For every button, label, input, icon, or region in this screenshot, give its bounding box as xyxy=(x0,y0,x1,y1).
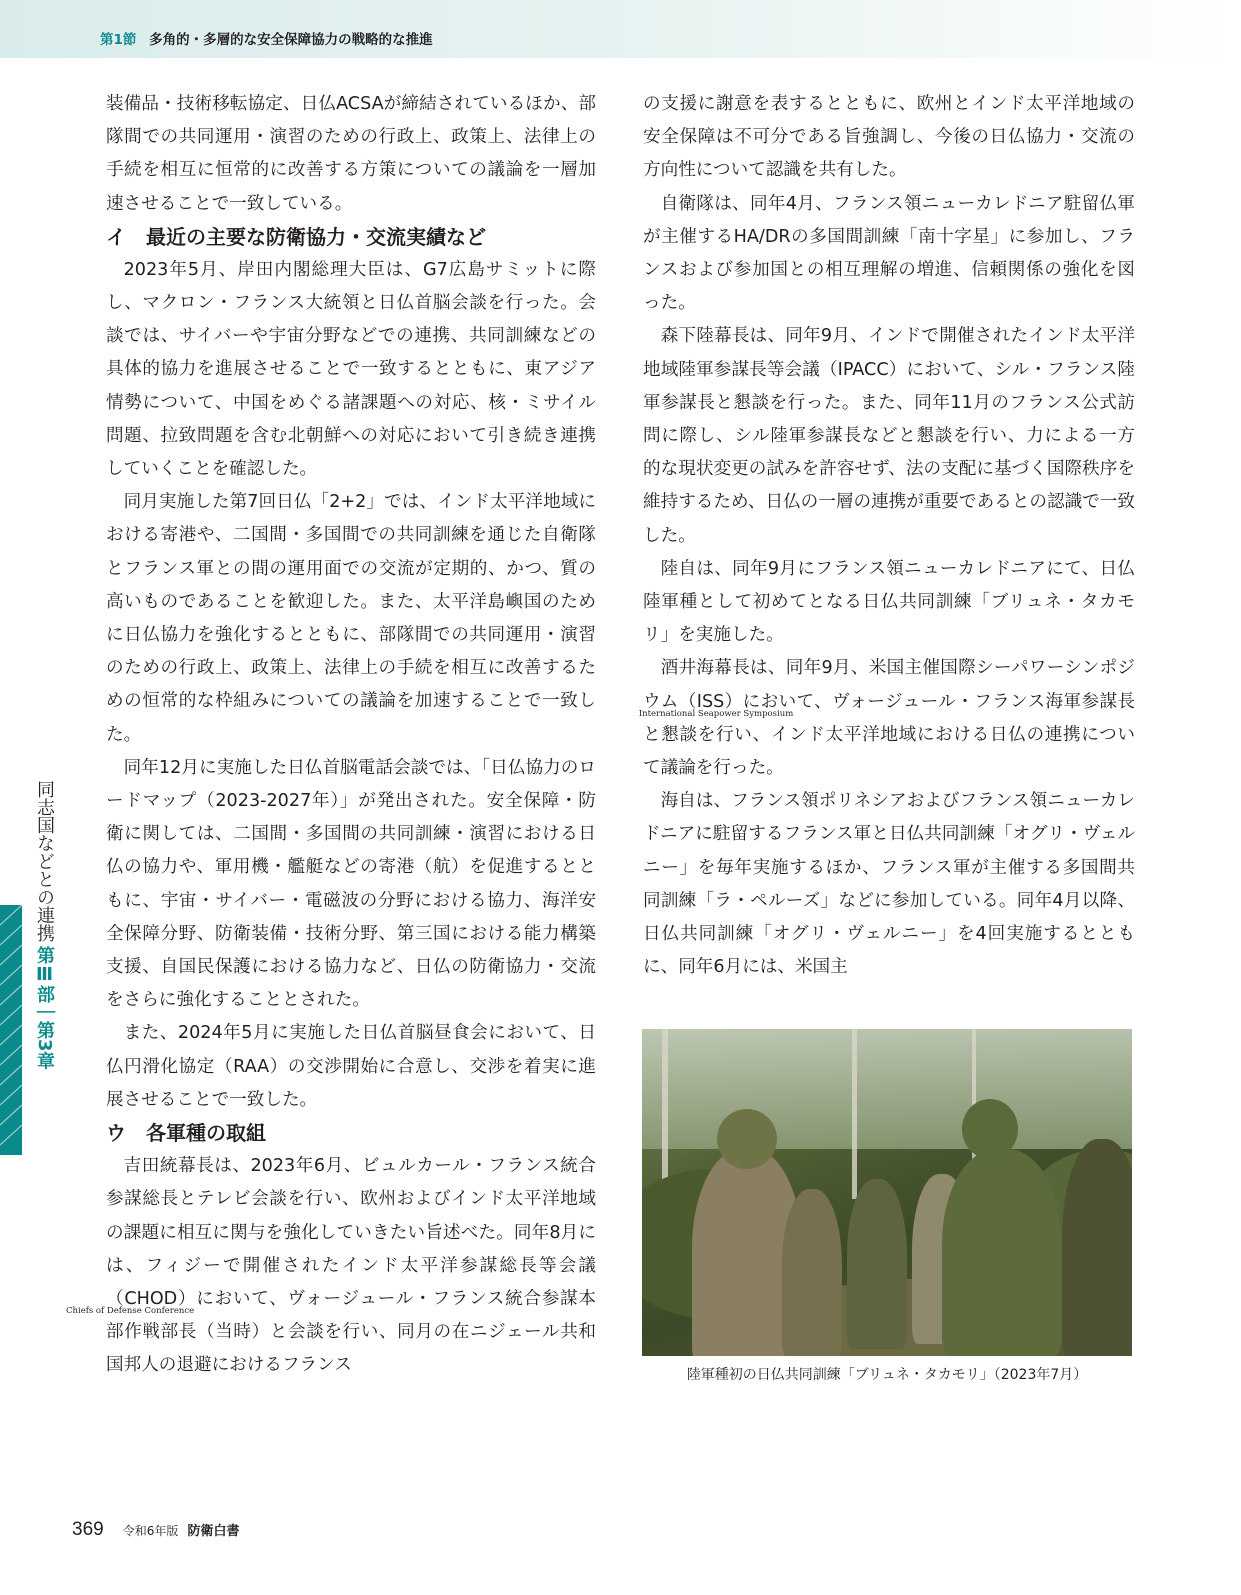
paragraph: 同年12月に実施した日仏首脳電話会談では、「日仏協力のロードマップ（2023-2027年）」が発出された。安全保障・防衛に関しては、二国間・多国間の共同訓練・演習における日仏の協力や、軍用機・艦艇などの寄港（航）を促進するとともに、宇宙・サイバー・電磁波の分野における協力、海洋安全保障分野、防衛装備・技術分野、第三国における能力構築支援、自国民保護における協力など、日仏の防衛協力・交流をさらに強化することとされた。 xyxy=(106,757,596,1011)
paragraph-text: 吉田統幕長は、2023年6月、ビュルカール・フランス統合参謀総長とテレビ会談を行い、欧州およびインド太平洋地域の課題に相互に関与を強化していきたい旨述べた。同年8月には、フィジーで開催されたインド太平洋参謀総長等会議 xyxy=(106,1156,596,1276)
soldier-helmet xyxy=(717,1109,777,1169)
paragraph: の支援に謝意を表するとともに、欧州とインド太平洋地域の安全保障は不可分である旨強調し、今後の日仏協力・交流の方向性について認識を共有した。 xyxy=(643,94,1135,181)
subheading-i: イ 最近の主要な防衛協力・交流実績など xyxy=(106,224,486,249)
soldier-figure xyxy=(782,1189,842,1356)
paragraph: また、2024年5月に実施した日仏首脳昼食会において、日仏円滑化協定（RAA）の交渉開始に合意し、交渉を着実に進展させることで一致した。 xyxy=(106,1023,596,1110)
side-chapter-label: 同志国などとの連携 xyxy=(34,780,55,942)
glossed-term xyxy=(66,1288,197,1316)
paragraph: 海自は、フランス領ポリネシアおよびフランス領ニューカレドニアに駐留するフランス軍と日仏共同訓練「オグリ・ヴェルニー」を毎年実施するほか、フランス軍が主催する多国間共同訓練「ラ・ペルーズ」などに参加している。同年4月以降、日仏共同訓練「オグリ・ヴェルニー」を4回実施するとともに、同年6月には、米国主 xyxy=(643,791,1135,978)
section-title: 多角的・多層的な安全保障協力の戦略的な推進 xyxy=(149,32,433,48)
paragraph-text: において、ヴォージュール・フランス統合参謀本部作戦部長（当時）と会談を行い、同月の在ニジェール共和国邦人の退避におけるフランス xyxy=(106,1288,596,1376)
glossed-term xyxy=(638,691,794,719)
term-abbreviation: （ISS） xyxy=(678,691,743,712)
section-number: 第1節 xyxy=(100,32,137,48)
soldier-figure xyxy=(942,1149,1062,1356)
training-photo xyxy=(642,1029,1132,1356)
paragraph: 自衛隊は、同年4月、フランス領ニューカレドニア駐留仏軍が主催するHA/DRの多国間訓練「南十字星」に参加し、フランスおよび参加国との相互理解の増進、信頼関係の強化を図った。 xyxy=(643,193,1135,314)
paragraph xyxy=(638,652,1136,785)
publication-title: 防衛白書 xyxy=(187,1524,240,1539)
paragraph: 同月実施した第7回日仏「2+2」では、インド太平洋地域における寄港や、二国間・多国間での共同訓練を通じた自衛隊とフランス軍との間の運用面での交流が定期的、かつ、質の高いものであることを歓迎した。また、太平洋島嶼国のために日仏協力を強化するとともに、部隊間での共同運用・演習のための行政上、政策上、法律上の手続を相互に改善するための恒常的な枠組みについての議論を加速することで一致した。 xyxy=(106,492,596,745)
term-gloss: International Seapower Symposium xyxy=(638,708,794,719)
term-gloss: Chiefs of Defense Conference xyxy=(66,1305,195,1316)
page-number: 369 xyxy=(72,1519,104,1540)
subheading-u: ウ 各軍種の取組 xyxy=(106,1121,266,1146)
soldier-helmet xyxy=(962,1099,1018,1159)
paragraph: 2023年5月、岸田内閣総理大臣は、G7広島サミットに際し、マクロン・フランス大統領と日仏首脳会談を行った。会談では、サイバーや宇宙分野などでの連携、共同訓練などの具体的協力を進展させることで一致するとともに、東アジア情勢について、中国をめぐる諸課題への対応、核・ミサイル問題、拉致問題を含む北朝鮮への対応において引き続き連携していくことを確認した。 xyxy=(106,259,596,480)
side-part-chapter: 第Ⅲ部｜第3章 xyxy=(34,946,55,1070)
soldier-figure xyxy=(1062,1139,1132,1356)
paragraph: 陸自は、同年9月にフランス領ニューカレドニアにて、日仏陸軍種として初めてとなる日仏共同訓練「ブリュネ・タカモリ」を実施した。 xyxy=(643,558,1135,646)
photo-tree xyxy=(852,1029,857,1199)
running-head xyxy=(100,28,433,48)
chapter-tab-stripes xyxy=(0,905,22,1155)
left-column xyxy=(66,88,596,1383)
photo-caption: 陸軍種初の日仏共同訓練「ブリュネ・タカモリ」（2023年7月） xyxy=(686,1367,1088,1383)
right-column xyxy=(638,88,1136,984)
paragraph-text: 酒井海幕長は、同年9月、米国主催国際シーパワーシンポジウム xyxy=(643,658,1135,712)
paragraph xyxy=(66,1150,596,1382)
page-header xyxy=(0,0,1241,58)
edition-year: 令和6年版 xyxy=(122,1524,179,1538)
paragraph-text: において、ヴォージュール・フランス海軍参謀長と懇談を行い、インド太平洋地域における日仏の連携について議論を行った。 xyxy=(643,691,1136,779)
paragraph: 装備品・技術移転協定、日仏ACSAが締結されているほか、部隊間での共同運用・演習のための行政上、政策上、法律上の手続を相互に恒常的に改善する方策についての議論を一層加速させることで一致している。 xyxy=(106,94,596,214)
term-abbreviation: （CHOD） xyxy=(106,1288,197,1309)
soldier-figure xyxy=(847,1179,907,1349)
page-footer xyxy=(72,1519,240,1541)
paragraph: 森下陸幕長は、同年9月、インドで開催されたインド太平洋地域陸軍参謀長等会議（IPACC）において、シル・フランス陸軍参謀長と懇談を行った。また、同年11月のフランス公式訪問に際し、シル陸軍参謀長などと懇談を行い、力による一方的な現状変更の試みを許容せず、法の支配に基づく国際秩序を維持するため、日仏の一層の連携が重要であるとの認識で一致した。 xyxy=(643,326,1135,546)
photo-sky xyxy=(642,1029,1132,1149)
